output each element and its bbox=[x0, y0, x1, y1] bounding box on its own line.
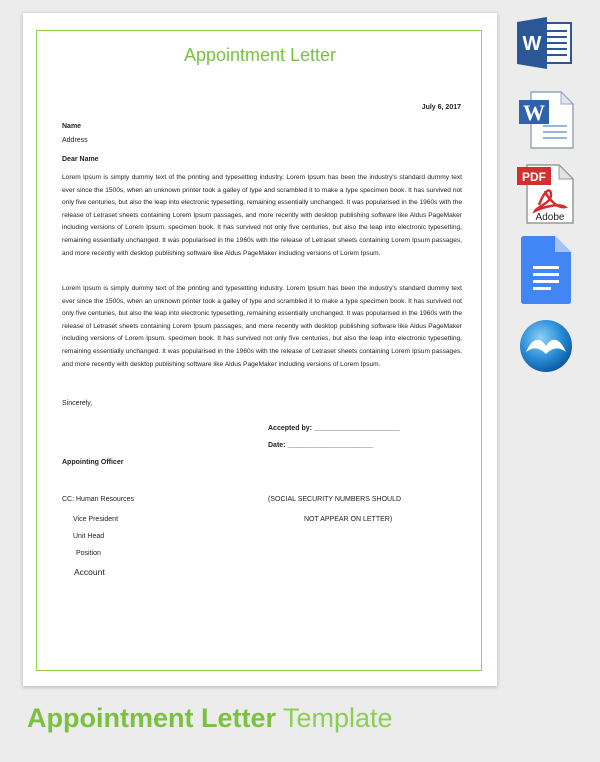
notice-line-1: (SOCIAL SECURITY NUMBERS SHOULD bbox=[268, 496, 402, 503]
cc-item: Unit Head bbox=[73, 533, 105, 540]
svg-text:W: W bbox=[522, 33, 542, 55]
accepted-by-line: Accepted by: ______________________ bbox=[268, 425, 400, 432]
cc-item: Position bbox=[76, 550, 101, 557]
svg-text:PDF: PDF bbox=[522, 170, 546, 184]
recipient-address: Address bbox=[62, 137, 88, 144]
word-document-icon[interactable] bbox=[517, 90, 575, 155]
salutation: Dear Name bbox=[62, 156, 99, 163]
letter-page bbox=[23, 13, 497, 686]
footer-subtitle: Template bbox=[276, 703, 393, 733]
openoffice-icon[interactable] bbox=[518, 318, 574, 379]
letter-date: July 6, 2017 bbox=[421, 104, 461, 111]
word-icon[interactable] bbox=[517, 17, 573, 74]
svg-text:Adobe: Adobe bbox=[535, 212, 565, 223]
cc-label: CC: Human Resources bbox=[62, 496, 134, 503]
google-docs-icon[interactable] bbox=[519, 234, 573, 311]
cc-item: Vice President bbox=[73, 516, 119, 523]
cc-item: Account bbox=[74, 567, 105, 577]
body-paragraph-2: Lorem Ipsum is simply dummy text of the printing and typesetting industry. Lorem Ipsum has been the industry's standard dummy text ever since the 1500s, when an unknown printer took a galley of type and scrambled it to make a type specimen book. It has survived not only five centuries, but also the leap into electronic typesetting, remaining essentially unchanged. It was popularised in the 1960s with the release of Letraset sheets containing Lorem Ipsum passages, and more recently with desktop publishing software like Aldus PageMaker including versions of Lorem Ipsum. specimen book. It has survived not only five centuries, but also the leap into electronic typesetting, remaining essentially unchanged. It was popularised in the 1960s with the release of Letraset sheets containing Lorem Ipsum passages, and more recently with desktop publishing software like Aldus PageMaker including versions of Lorem Ipsum. bbox=[62, 285, 462, 368]
pdf-icon[interactable] bbox=[517, 163, 575, 230]
page-title: Appointment Letter bbox=[183, 45, 337, 65]
recipient-name: Name bbox=[62, 123, 82, 130]
footer-title: Appointment Letter bbox=[27, 703, 276, 733]
footer-caption bbox=[27, 703, 393, 734]
svg-text:W: W bbox=[523, 100, 545, 125]
date-signature-line: Date: ______________________ bbox=[268, 442, 374, 449]
notice-line-2: NOT APPEAR ON LETTER) bbox=[304, 516, 393, 523]
appointing-officer: Appointing Officer bbox=[62, 459, 124, 466]
body-paragraph-1: Lorem Ipsum is simply dummy text of the printing and typesetting industry. Lorem Ipsum has been the industry's standard dummy text ever since the 1500s, when an unknown printer took a galley of type and scrambled it to make a type specimen book. It has survived not only five centuries, but also the leap into electronic typesetting, remaining essentially unchanged. It was popularised in the 1960s with the release of Letraset sheets containing Lorem Ipsum passages, and more recently with desktop publishing software like Aldus PageMaker including versions of Lorem Ipsum. specimen book. It has survived not only five centuries, but also the leap into electronic typesetting, remaining essentially unchanged. It was popularised in the 1960s with the release of Letraset sheets containing Lorem Ipsum passages, and more recently with desktop publishing software like Aldus PageMaker including versions of Lorem Ipsum. bbox=[62, 174, 462, 257]
closing: Sincerely, bbox=[62, 400, 93, 407]
